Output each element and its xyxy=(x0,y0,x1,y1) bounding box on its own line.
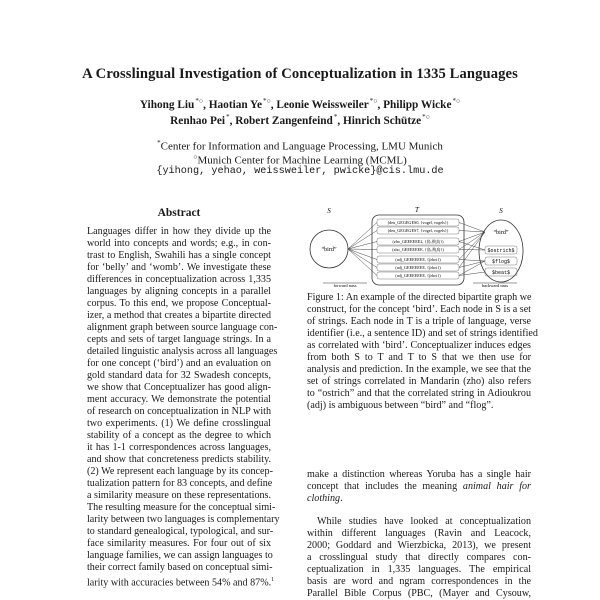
abstract-line: world into concepts and words; e.g., in con- xyxy=(87,238,271,249)
body-line: a crosslingual study that directly compares con- xyxy=(307,552,531,563)
set-t-node-label: (adj_GEEEEEEE, {ʃɛbɛt}) xyxy=(395,273,441,278)
caption-line: from both S to T and T to S that we then use for xyxy=(307,352,531,363)
abstract-line: larity between two languages is complementary xyxy=(87,514,280,525)
author-mark: * xyxy=(333,113,338,121)
forward-edge xyxy=(348,249,377,260)
backward-edge xyxy=(459,272,485,276)
abstract-line: language families, we can assign languages to xyxy=(87,550,273,561)
author-name: Philipp Wicke xyxy=(383,98,452,111)
abstract-line: ment accuracy. We demonstrate the potential xyxy=(87,394,271,405)
caption-line: to “ostrich” and that the correlated string in Adioukrou xyxy=(307,388,531,399)
abstract-line: trast to English, Swahili has a single concept xyxy=(87,250,271,261)
abstract-line: The resulting measure for the conceptual simi- xyxy=(87,502,276,513)
abstract-line: and show that concreteness predicts stability. xyxy=(87,454,271,465)
abstract-line: their correct family based on conceptual simi- xyxy=(87,562,273,573)
set-t-node-label: (deu_GEGEGES0, {vogel, vogels}) xyxy=(387,220,449,225)
set-s-right-node-label: $beat$ xyxy=(491,270,511,276)
abstract-line: for ‘belly’ and ‘womb’. We investigate these xyxy=(87,262,271,273)
caption-line: construct, for the concept ‘bird’. Each node in S is a set xyxy=(307,304,531,315)
set-s-right-label: S xyxy=(499,207,503,215)
paper-title: A Crosslingual Investigation of Conceptualization in 1335 Languages xyxy=(82,66,518,82)
abstract-line: it has 1-1 correspondences across languages, xyxy=(87,442,271,453)
body-line: 2000; Goddard and Wierzbicka, 2013), we present xyxy=(307,540,531,551)
abstract-line: Languages differ in how they divide up the xyxy=(87,226,271,237)
forward-pass-label: forward pass xyxy=(333,283,357,287)
body-italic: animal hair for xyxy=(462,481,531,492)
caption-line: identifier (i.e., a sentence ID) and set of strings identified xyxy=(307,328,538,339)
authors-line-2: Renhao Pei*, Robert Zangenfeind*, Hinrich Schütze*○ xyxy=(170,113,430,127)
author-name: Hinrich Schütze xyxy=(342,114,422,127)
abstract-line: detailed linguistic analysis across all languages xyxy=(87,346,278,357)
body-line xyxy=(307,481,531,493)
caption-line: set of strings correlated in Mandarin (zho) also refers xyxy=(307,376,531,387)
body-line xyxy=(307,493,531,505)
abstract-line: gold standard data for 32 Swadesh concepts, xyxy=(87,370,271,381)
affiliation-mark: * xyxy=(157,139,161,147)
author-name: Yihong Liu xyxy=(139,98,195,111)
abstract-line: cepts and sets of target language strings. In a xyxy=(87,334,271,345)
backward-edge xyxy=(459,260,485,262)
forward-edge xyxy=(348,249,377,250)
caption-line: analysis and prediction. In the example, we see that the xyxy=(307,364,531,375)
backward-edge xyxy=(459,232,485,260)
abstract-line: stability of a concept as the degree to which xyxy=(87,430,271,441)
set-t-node-label: (deu_GEGEGES7, {vogel, vogels}) xyxy=(387,228,449,233)
caption-line: (adj) is ambiguous between “bird” and “flog”. xyxy=(307,400,494,411)
set-t-node-label: (zho_GEEEEEE2, {鳥,飛鳥}) xyxy=(392,239,444,244)
body-line: While studies have looked at conceptualization xyxy=(317,516,531,527)
affiliation-mark: ○ xyxy=(193,153,198,161)
body-line: make a distinction whereas Yoruba has a single hair xyxy=(307,469,531,480)
set-s-right-node-label: $flog$ xyxy=(491,259,511,265)
author-mark: * xyxy=(226,113,230,121)
abstract-line: differences in conceptualization across 1,335 xyxy=(87,274,271,285)
body-line: ceptualization in 1,335 languages. The empirical xyxy=(307,564,531,575)
authors-line-1: Yihong Liu*○, Haotian Ye*○, Leonie Weissweiler*○, Philipp Wicke*○ xyxy=(139,97,461,111)
body-line: within different languages (Ravin and Leacock, xyxy=(307,528,531,539)
set-t-label: T xyxy=(415,206,419,214)
set-t-node-label: (adj_GEEEEEEE, {ʃɛbɛt}) xyxy=(395,265,441,270)
figure-1-diagram xyxy=(305,205,531,287)
body-text: . xyxy=(340,493,343,504)
caption-line: Figure 1: An example of the directed bipartite graph we xyxy=(307,292,532,303)
footnote-mark[interactable]: 1 xyxy=(271,577,275,583)
affiliation-text: Center for Information and Language Processing, LMU Munich xyxy=(160,140,443,153)
forward-edge xyxy=(348,249,377,268)
affiliation-1 xyxy=(0,139,600,153)
caption-line: as correlated with ‘bird’. Conceptualizer induces edges xyxy=(307,340,531,351)
author-name: Leonie Weissweiler xyxy=(276,98,369,111)
author-mark: *○ xyxy=(369,97,378,105)
set-t-node-label: (zho_GEEEEEEE, {鳥,飛鳥}) xyxy=(392,247,444,252)
author-mark: *○ xyxy=(422,113,430,121)
abstract-line: alignment graph between source language con- xyxy=(87,322,278,333)
abstract-line: (2) We represent each language by its concep- xyxy=(87,466,273,477)
author-mark: *○ xyxy=(262,97,271,105)
author-mark: *○ xyxy=(195,97,204,105)
body-line: Parallel Bible Corpus (PBC, (Mayer and Cysouw, xyxy=(307,588,531,599)
set-t-node-label: (adj_GEEEEEEE, {ʃɛbɛt}) xyxy=(395,257,441,262)
abstract-line-text: larity with accuracies between 54% and 87%. xyxy=(87,577,272,589)
author-mark: *○ xyxy=(452,97,461,105)
abstract-line: a similarity measure on these representations. xyxy=(87,490,271,501)
body-line: basis are word and ngram correspondences in the xyxy=(307,576,531,587)
abstract-heading: Abstract xyxy=(157,207,201,219)
abstract-line: tualization pattern for 83 concepts, and define xyxy=(87,478,273,489)
abstract-line: corpus. To this end, we propose Conceptual- xyxy=(87,298,271,309)
contact-email[interactable]: {yihong, yehao, weissweiler, pwicke}@cis.lmu.de xyxy=(156,166,444,177)
set-s-left-node-label: “bird” xyxy=(321,247,337,253)
forward-edge xyxy=(348,249,377,276)
backward-pass-label: backward pass xyxy=(481,283,509,287)
author-name: Renhao Pei xyxy=(170,114,226,127)
abstract-line xyxy=(87,574,275,589)
affiliation-2 xyxy=(0,153,600,167)
backward-edge xyxy=(459,261,485,276)
abstract-line: two experiments. (1) We define crosslingual xyxy=(87,418,271,429)
abstract-line: to standard genealogical, typological, and sur- xyxy=(87,526,274,537)
caption-line: of strings. Each node in T is a triple of language, verse xyxy=(307,316,531,327)
abstract-line: face similarity measures. For four out of six xyxy=(87,538,271,549)
set-s-right-node-label: $ostrich$ xyxy=(487,248,515,254)
abstract-line: izer, a method that creates a bipartite directed xyxy=(87,310,271,321)
backward-edge xyxy=(459,232,485,250)
abstract-line: for one concept (‘bird’) and an evaluation on xyxy=(87,358,271,369)
affiliation-text: Munich Center for Machine Learning (MCML) xyxy=(197,154,407,167)
author-name: Haotian Ye xyxy=(208,98,262,111)
set-s-right-node-label: “bird” xyxy=(493,230,509,236)
abstract-line: of research on conceptualization in NLP with xyxy=(87,406,271,417)
author-name: Robert Zangenfeind xyxy=(235,114,333,127)
set-s-label: S xyxy=(327,207,331,215)
body-text: concept that includes the meaning xyxy=(307,481,458,492)
abstract-line: we show that Conceptualizer has good align- xyxy=(87,382,271,393)
abstract-line: languages by aligning concepts in a parallel xyxy=(87,286,271,297)
body-italic: clothing xyxy=(307,493,341,504)
forward-edge xyxy=(348,231,377,250)
